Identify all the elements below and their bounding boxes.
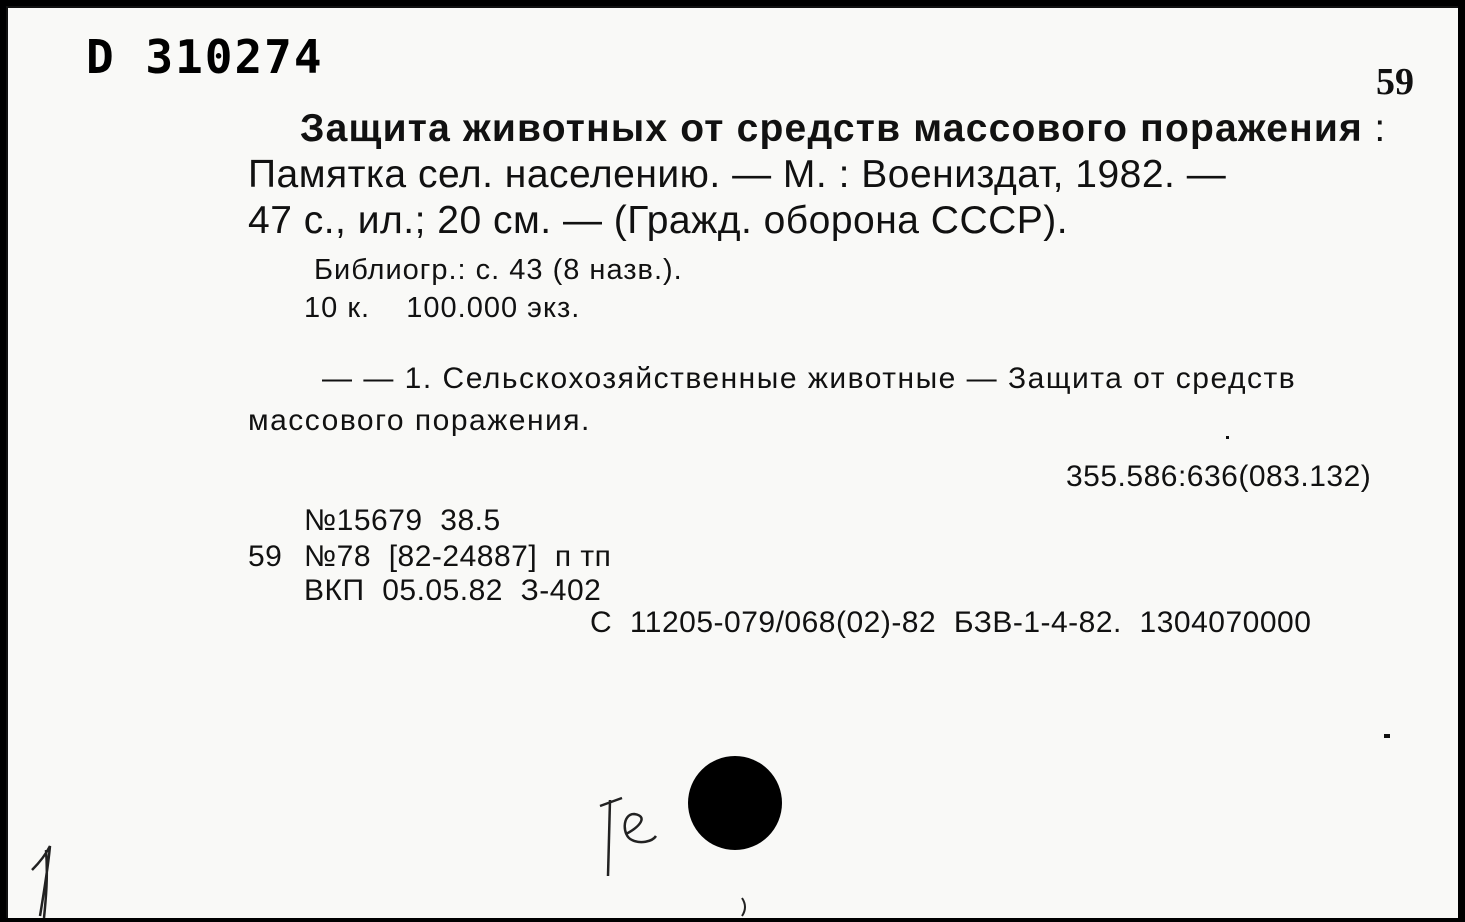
bibliography-note: Библиогр.: с. 43 (8 назв.).	[314, 254, 683, 286]
ink-speck-small	[1226, 436, 1229, 439]
ink-dot-icon	[736, 896, 750, 918]
handwritten-mark-icon	[596, 786, 666, 886]
reg-line-3: ВКП 05.05.82 З-402	[304, 574, 602, 607]
reg-line-2: №78 [82-24887] п тп	[304, 540, 612, 573]
ink-speck	[1384, 734, 1390, 738]
publication-line: Памятка сел. населению. — М. : Воениздат, 1982. —	[248, 153, 1227, 196]
handwritten-number-icon	[22, 840, 68, 922]
reg-line-4: С 11205-079/068(02)-82 БЗВ-1-4-82. 1304070000	[590, 606, 1312, 639]
bibliographic-entry	[248, 106, 1428, 244]
stamp-number: D 310274	[86, 30, 324, 84]
subject-line-1: — — 1. Сельскохозяйственные животные — Защита от средств	[322, 362, 1297, 395]
physical-description-line: 47 с., ил.; 20 см. — (Гражд. оборона СССР).	[248, 199, 1069, 242]
subject-heading	[248, 358, 1428, 442]
card-number: 59	[1376, 61, 1414, 103]
title-line	[248, 106, 1428, 152]
title-punct: :	[1363, 107, 1386, 150]
subject-line-2: массового поражения.	[248, 404, 591, 437]
reg-prefix: 59	[248, 540, 283, 573]
book-title: Защита животных от средств массового поражения	[300, 107, 1363, 150]
udc-code: 355.586:636(083.132)	[1066, 460, 1372, 493]
price-run-note: 10 к. 100.000 экз.	[304, 292, 581, 324]
catalog-card	[6, 6, 1458, 918]
punched-hole	[688, 756, 782, 850]
reg-line-1: №15679 38.5	[304, 504, 501, 537]
